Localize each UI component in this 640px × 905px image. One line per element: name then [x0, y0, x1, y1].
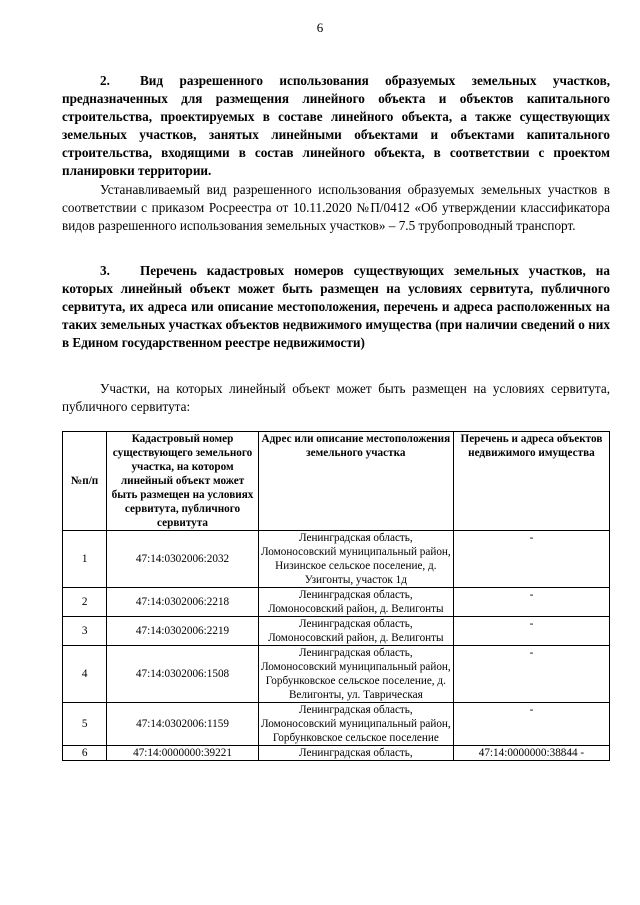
table-row: [63, 617, 610, 646]
real-estate-objects: 47:14:0000000:38844 -: [453, 746, 609, 761]
table-row: [63, 746, 610, 761]
cadastral-number: 47:14:0302006:1508: [107, 646, 259, 703]
plot-address: Ленинградская область, Ломоносовский район, д. Велигонты: [258, 617, 453, 646]
row-number: 3: [63, 617, 107, 646]
row-number: 1: [63, 531, 107, 588]
land-plots-table: [62, 431, 610, 761]
table-row: [63, 703, 610, 746]
section-3-heading-text: Перечень кадастровых номеров существующих земельных участков, на которых линейный объект может быть размещен на условиях сервитута, публичного сервитута, их адреса или описание местоположения, перечень и адреса расположенных на таких земельных участках объектов недвижимого имущества (при наличии сведений о них в Едином государственном реестре недвижимости): [62, 263, 610, 350]
section-2-heading: [62, 72, 610, 180]
cadastral-number: 47:14:0000000:39221: [107, 746, 259, 761]
section-3-number: 3.: [100, 263, 110, 278]
real-estate-objects: -: [453, 588, 609, 617]
section-3-body-text: Участки, на которых линейный объект может быть размещен на условиях сервитута, публичного сервитута:: [62, 381, 610, 414]
header-cadastral-number: Кадастровый номер существующего земельного участка, на котором линейный объект может быть размещен на условиях сервитута, публичного сервитута: [107, 432, 259, 531]
plot-address: Ленинградская область, Ломоносовский район, д. Велигонты: [258, 588, 453, 617]
section-2-body-text: Устанавливаемый вид разрешенного использования образуемых земельных участков в соответствии с приказом Росреестра от 10.11.2020 №П/0412 «Об утверждении классификатора видов разрешенного использования земельных участков» – 7.5 трубопроводный транспорт.: [62, 182, 610, 233]
table-row: [63, 531, 610, 588]
real-estate-objects: -: [453, 617, 609, 646]
page-number: 6: [316, 20, 324, 35]
row-number: 4: [63, 646, 107, 703]
section-3-body: [62, 380, 610, 416]
section-2-heading-text: Вид разрешенного использования образуемых земельных участков, предназначенных для размещения линейного объекта и объектов капитального строительства, проектируемых в составе линейного объекта, а также существующих земельных участков, занятых линейными объектами и объектами капитального строительства, входящими в состав линейного объекта, в соответствии с проектом планировки территории.: [62, 73, 610, 178]
plot-address: Ленинградская область,: [258, 746, 453, 761]
section-3-heading: [62, 262, 610, 352]
plot-address: Ленинградская область, Ломоносовский муниципальный район, Горбунковское сельское поселение, д. Велигонты, ул. Таврическая: [258, 646, 453, 703]
row-number: 6: [63, 746, 107, 761]
section-2-body: [62, 181, 610, 235]
table-row: [63, 588, 610, 617]
cadastral-number: 47:14:0302006:2032: [107, 531, 259, 588]
cadastral-number: 47:14:0302006:1159: [107, 703, 259, 746]
header-address: Адрес или описание местоположения земельного участка: [258, 432, 453, 531]
cadastral-number: 47:14:0302006:2219: [107, 617, 259, 646]
table-row: [63, 646, 610, 703]
header-number: №п/п: [63, 432, 107, 531]
real-estate-objects: -: [453, 646, 609, 703]
real-estate-objects: -: [453, 703, 609, 746]
row-number: 5: [63, 703, 107, 746]
row-number: 2: [63, 588, 107, 617]
real-estate-objects: -: [453, 531, 609, 588]
header-real-estate-objects: Перечень и адреса объектов недвижимого имущества: [453, 432, 609, 531]
table-header-row: [63, 432, 610, 531]
section-2-number: 2.: [100, 73, 110, 88]
plot-address: Ленинградская область, Ломоносовский муниципальный район, Низинское сельское поселение, д. Узигонты, участок 1д: [258, 531, 453, 588]
cadastral-number: 47:14:0302006:2218: [107, 588, 259, 617]
plot-address: Ленинградская область, Ломоносовский муниципальный район, Горбунковское сельское поселение: [258, 703, 453, 746]
